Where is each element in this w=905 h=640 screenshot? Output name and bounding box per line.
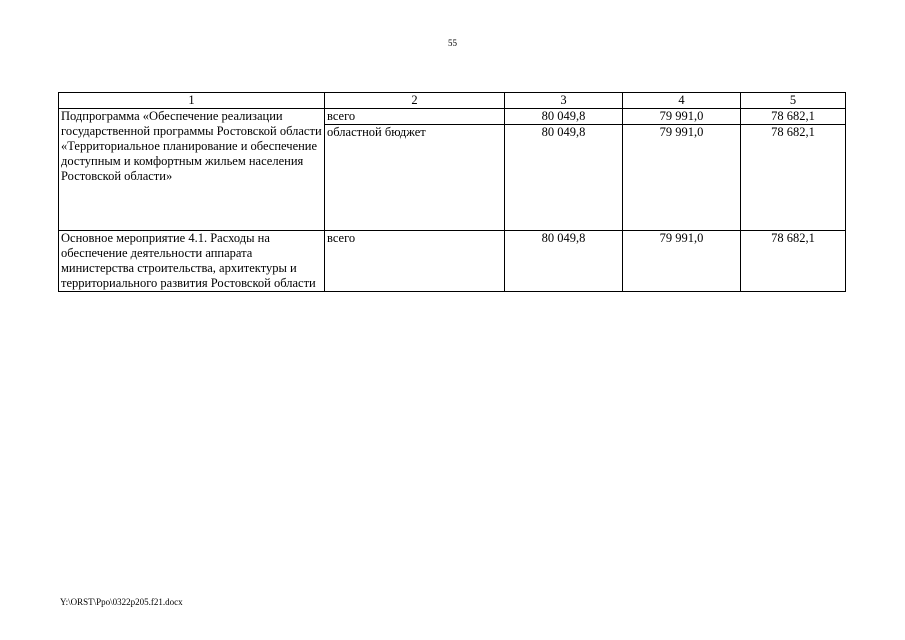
- document-file-path: Y:\ORST\Ppo\0322p205.f21.docx: [60, 597, 183, 607]
- header-col-3: 3: [505, 93, 623, 109]
- budget-table: [58, 92, 846, 292]
- table-header-row: [59, 93, 846, 109]
- page-number: 55: [448, 38, 457, 48]
- header-col-2: 2: [325, 93, 505, 109]
- value-col-3-cell: 80 049,8: [505, 109, 623, 125]
- subprogram-name-cell: Подпрограмма «Обеспечение реализации государственной программы Ростовской области «Территориальное планирование и обеспечение доступным и комфортным жильем населения Ростовской области»: [59, 109, 325, 231]
- value-col-5-cell: 78 682,1: [741, 125, 846, 231]
- table-row: [59, 109, 846, 125]
- value-col-5-cell: 78 682,1: [741, 109, 846, 125]
- value-col-5-cell: 78 682,1: [741, 231, 846, 292]
- funding-source-cell: всего: [325, 231, 505, 292]
- header-col-4: 4: [623, 93, 741, 109]
- value-col-4-cell: 79 991,0: [623, 109, 741, 125]
- table-row: [59, 231, 846, 292]
- funding-source-cell: всего: [325, 109, 505, 125]
- value-col-4-cell: 79 991,0: [623, 125, 741, 231]
- value-col-3-cell: 80 049,8: [505, 125, 623, 231]
- activity-name-cell: Основное мероприятие 4.1. Расходы на обеспечение деятельности аппарата министерства строительства, архитектуры и территориального развития Ростовской области: [59, 231, 325, 292]
- value-col-3-cell: 80 049,8: [505, 231, 623, 292]
- header-col-5: 5: [741, 93, 846, 109]
- funding-source-cell: областной бюджет: [325, 125, 505, 231]
- header-col-1: 1: [59, 93, 325, 109]
- value-col-4-cell: 79 991,0: [623, 231, 741, 292]
